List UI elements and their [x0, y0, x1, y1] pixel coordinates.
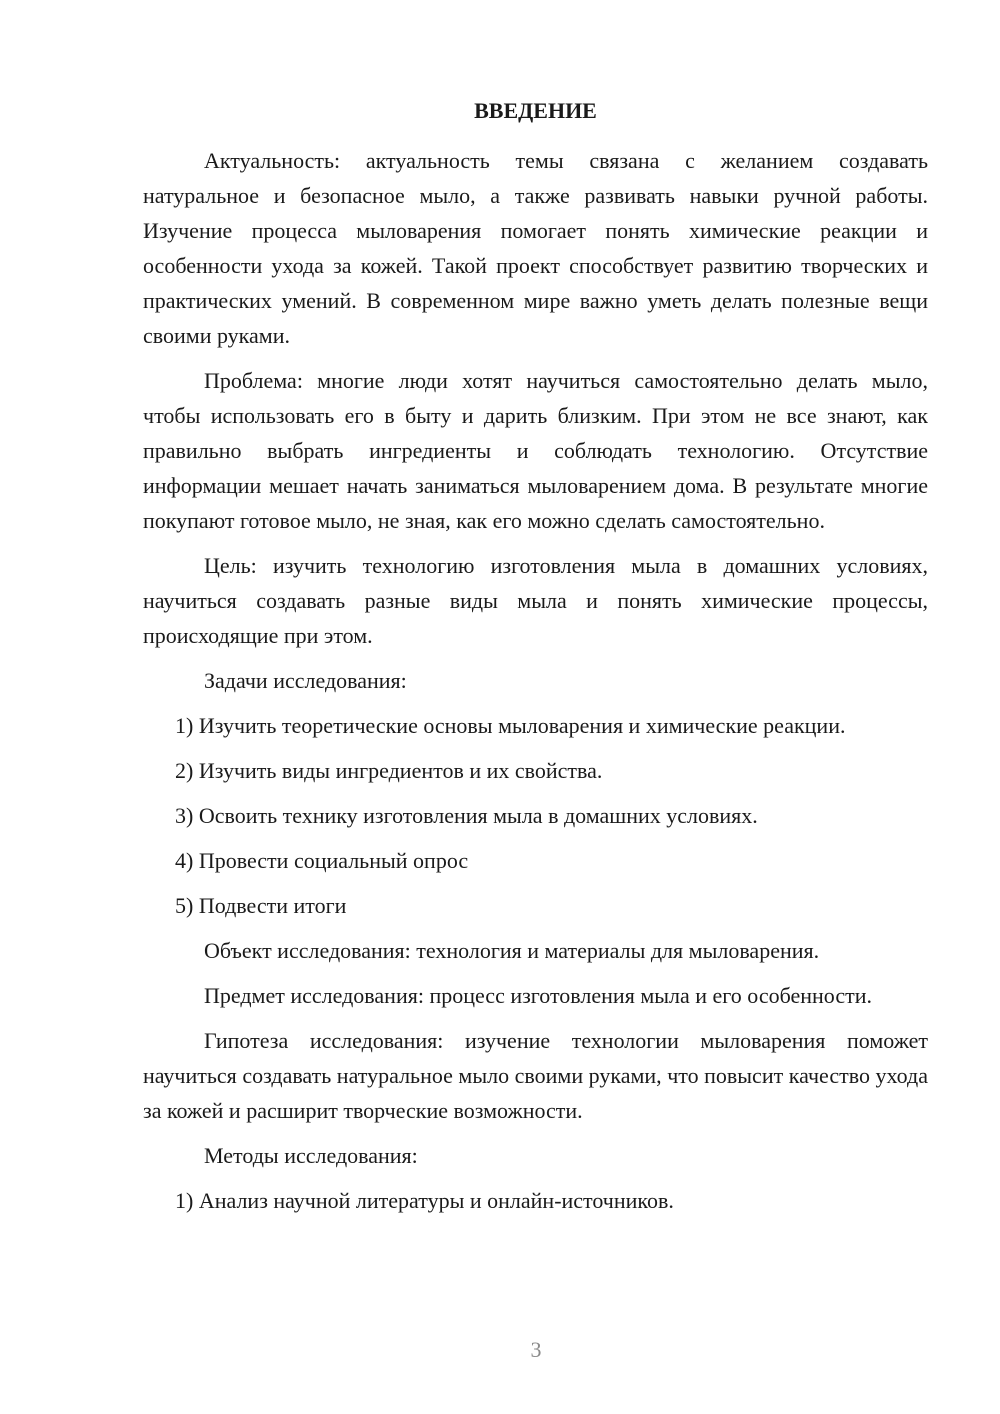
page-number: 3 [530, 1337, 542, 1362]
task-item-1: 1) Изучить теоретические основы мыловарения и химические реакции. [175, 713, 846, 738]
page-body [143, 143, 928, 1228]
paragraph-object: Объект исследования: технология и материалы для мыловарения. [204, 938, 820, 963]
tasks-heading: Задачи исследования: [204, 668, 407, 693]
methods-heading: Методы исследования: [204, 1143, 418, 1168]
paragraph-relevance: Актуальность: актуальность темы связана с желанием создавать натуральное и безопасное мыло, а также развивать навыки ручной работы. Изучение процесса мыловарения помогает понять химические реакции и особенности ухода за кожей. Такой проект способствует развитию творческих и практических умений. В современном мире важно уметь делать полезные вещи своими руками. [143, 148, 928, 348]
paragraph-subject: Предмет исследования: процесс изготовления мыла и его особенности. [204, 983, 873, 1008]
paragraph-goal: Цель: изучить технологию изготовления мыла в домашних условиях, научиться создавать разные виды мыла и понять химические процессы, происходящие при этом. [143, 553, 928, 648]
task-item-5: 5) Подвести итоги [175, 893, 347, 918]
task-item-4: 4) Провести социальный опрос [175, 848, 469, 873]
paragraph-hypothesis: Гипотеза исследования: изучение технологии мыловарения поможет научиться создавать натуральное мыло своими руками, что повысит качество ухода за кожей и расширит творческие возможности. [143, 1028, 928, 1123]
paragraph-problem: Проблема: многие люди хотят научиться самостоятельно делать мыло, чтобы использовать его в быту и дарить близким. При этом не все знают, как правильно выбрать ингредиенты и соблюдать технологию. Отсутствие информации мешает начать заниматься мыловарением дома. В результате многие покупают готовое мыло, не зная, как его можно сделать самостоятельно. [143, 368, 928, 533]
page-title: ВВЕДЕНИЕ [474, 98, 597, 123]
method-item-1: 1) Анализ научной литературы и онлайн-источников. [175, 1188, 674, 1213]
task-item-2: 2) Изучить виды ингредиентов и их свойства. [175, 758, 603, 783]
task-item-3: 3) Освоить технику изготовления мыла в домашних условиях. [175, 803, 758, 828]
